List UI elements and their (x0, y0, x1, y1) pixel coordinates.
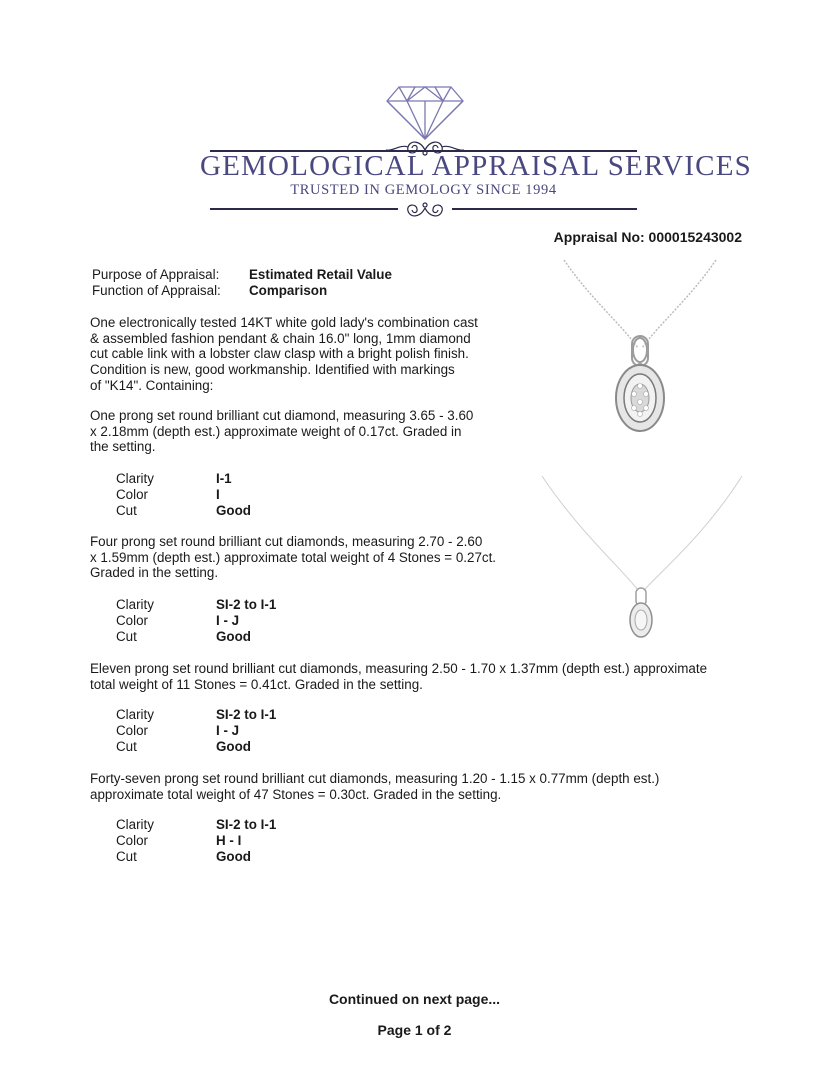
function-label: Function of Appraisal: (92, 283, 221, 298)
clarity-value: SI-2 to I-1 (216, 597, 277, 612)
cut-value: Good (216, 849, 251, 864)
color-value: I - J (216, 613, 240, 628)
page-number: Page 1 of 2 (377, 1022, 452, 1038)
stone-description (90, 408, 510, 455)
diamond-logo-icon (385, 85, 465, 146)
description-line: Condition is new, good workmanship. Identified with markings (90, 362, 455, 378)
description-line: cut cable link with a lobster claw clasp with a bright polish finish. (90, 346, 469, 362)
clarity-label: Clarity (116, 707, 154, 722)
company-name: GEMOLOGICAL APPRAISAL SERVICES (200, 150, 752, 182)
stone-line: total weight of 11 Stones = 0.41ct. Graded in the setting. (90, 676, 423, 692)
stone-line: Four prong set round brilliant cut diamonds, measuring 2.70 - 2.60 (90, 534, 483, 549)
cut-label: Cut (116, 739, 137, 754)
pendant-closeup-photo (550, 258, 725, 438)
color-label: Color (116, 833, 148, 848)
color-label: Color (116, 613, 148, 628)
cut-value: Good (216, 739, 251, 754)
clarity-label: Clarity (116, 597, 154, 612)
purpose-label: Purpose of Appraisal: (92, 267, 220, 282)
cut-value: Good (216, 503, 251, 518)
function-value: Comparison (249, 283, 328, 298)
cut-label: Cut (116, 629, 137, 644)
cut-value: Good (216, 629, 251, 644)
color-label: Color (116, 723, 148, 738)
clarity-value: I-1 (216, 471, 232, 486)
continued-note: Continued on next page... (328, 991, 501, 1007)
clarity-value: SI-2 to I-1 (216, 817, 277, 832)
clarity-label: Clarity (116, 817, 154, 832)
stone-line: approximate total weight of 47 Stones = 0.30ct. Graded in the setting. (90, 786, 502, 802)
stone-line: the setting. (90, 439, 156, 455)
stone-line: Graded in the setting. (90, 565, 219, 581)
stone-description (90, 534, 520, 581)
stone-description (90, 661, 750, 692)
description-line: & assembled fashion pendant & chain 16.0" long, 1mm diamond (90, 330, 471, 346)
cut-label: Cut (116, 849, 137, 864)
appraisal-number: Appraisal No: 000015243002 (553, 229, 742, 245)
clarity-label: Clarity (116, 471, 154, 486)
description-line: of "K14". Containing: (90, 377, 214, 393)
cut-label: Cut (116, 503, 137, 518)
pendant-necklace-photo (538, 470, 748, 645)
purpose-value: Estimated Retail Value (249, 267, 392, 282)
color-value: I (216, 487, 220, 502)
item-description (90, 315, 510, 394)
stone-line: Eleven prong set round brilliant cut diamonds, measuring 2.50 - 1.70 x 1.37mm (depth est.) approximate (90, 661, 708, 676)
color-value: H - I (216, 833, 242, 848)
stone-description (90, 771, 750, 802)
company-tagline: TRUSTED IN GEMOLOGY SINCE 1994 (290, 182, 557, 198)
scroll-ornament-bottom-icon (384, 198, 466, 225)
stone-line: One prong set round brilliant cut diamond, measuring 3.65 - 3.60 (90, 408, 474, 423)
clarity-value: SI-2 to I-1 (216, 707, 277, 722)
description-line: One electronically tested 14KT white gold lady's combination cast (90, 315, 478, 330)
stone-line: x 2.18mm (depth est.) approximate weight of 0.17ct. Graded in (90, 423, 462, 439)
stone-line: Forty-seven prong set round brilliant cut diamonds, measuring 1.20 - 1.15 x 0.77mm (depth est.) (90, 771, 660, 786)
color-label: Color (116, 487, 148, 502)
color-value: I - J (216, 723, 240, 738)
stone-line: x 1.59mm (depth est.) approximate total weight of 4 Stones = 0.27ct. (90, 549, 497, 565)
